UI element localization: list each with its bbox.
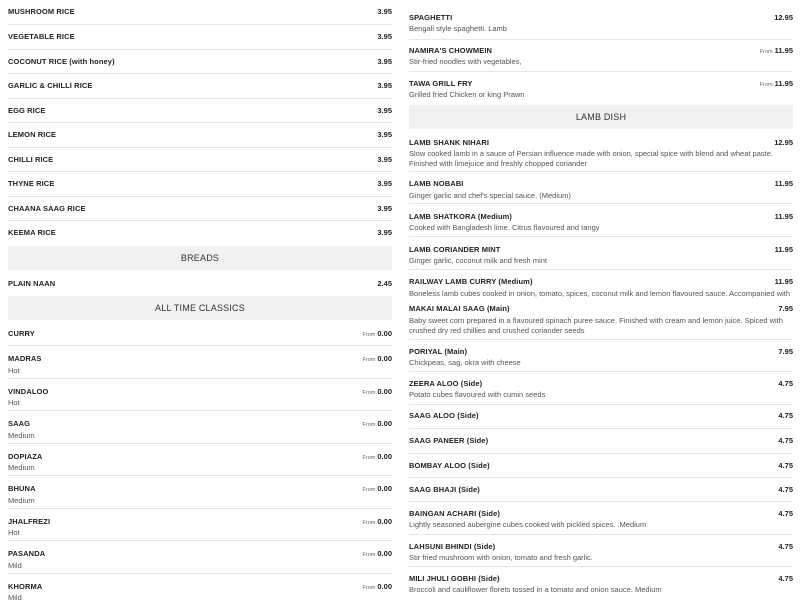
- item-name: PLAIN NAAN: [8, 279, 56, 288]
- menu-item[interactable]: [8, 443, 392, 475]
- menu-item[interactable]: [8, 345, 392, 378]
- menu-item[interactable]: [409, 339, 793, 371]
- section-header-lamb: [409, 105, 793, 129]
- item-name: KEEMA RICE: [8, 228, 56, 237]
- item-name: BHUNA: [8, 484, 36, 493]
- item-price: 7.95: [778, 304, 793, 313]
- menu-item[interactable]: [409, 371, 793, 404]
- menu-item[interactable]: [8, 0, 392, 24]
- item-description: Hot: [8, 366, 20, 375]
- menu-item[interactable]: [409, 566, 793, 600]
- item-description: Medium: [8, 463, 35, 472]
- item-description: Lightly seasoned aubergine cubes cooked with pickled spices. .Medium: [409, 520, 647, 529]
- item-price: From 11.95: [759, 79, 793, 88]
- item-price: 11.95: [774, 179, 793, 188]
- item-description: Slow cooked lamb in a sauce of Persian influence made with onion, special spice with blend and wheat paste. Finished with limejuice and freshly chopped coriander: [409, 149, 773, 168]
- item-price: 2.45: [377, 279, 392, 288]
- item-price: 3.95: [377, 57, 392, 66]
- item-price: 4.75: [778, 436, 793, 445]
- item-name: DOPIAZA: [8, 452, 43, 461]
- item-description: Stir fried mushroom with onion, tomato and fresh garlic.: [409, 553, 593, 562]
- item-price: 11.95: [774, 277, 793, 286]
- item-price: From 0.00: [362, 484, 392, 493]
- item-name: SPAGHETTI: [409, 13, 453, 22]
- menu-item[interactable]: [8, 573, 392, 600]
- item-name: ZEERA ALOO (Side): [409, 379, 483, 388]
- item-price: 3.95: [377, 81, 392, 90]
- section-title: LAMB DISH: [575, 112, 627, 122]
- item-price: 3.95: [377, 32, 392, 41]
- item-description: Cooked with Bangladesh lime. Citrus flavoured and tangy: [409, 223, 600, 232]
- menu-item[interactable]: [8, 49, 392, 73]
- menu-item[interactable]: [409, 501, 793, 534]
- item-name: EGG RICE: [8, 106, 46, 115]
- item-price: 3.95: [377, 106, 392, 115]
- item-name: VEGETABLE RICE: [8, 32, 75, 41]
- section-title: ALL TIME CLASSICS: [155, 303, 245, 313]
- item-price: 4.75: [778, 461, 793, 470]
- from-label: From: [759, 82, 773, 88]
- item-price: From 0.00: [362, 517, 392, 526]
- menu-item[interactable]: [8, 508, 392, 540]
- item-name: PORIYAL (Main): [409, 347, 468, 356]
- item-price: From 0.00: [362, 329, 392, 338]
- item-price: From 0.00: [362, 419, 392, 428]
- item-name: JHALFREZI: [8, 517, 51, 526]
- menu-item[interactable]: [8, 171, 392, 196]
- menu-item[interactable]: [8, 24, 392, 49]
- item-name: SAAG: [8, 419, 31, 428]
- item-price: 3.95: [377, 228, 392, 237]
- menu-item[interactable]: [409, 298, 793, 339]
- menu-item[interactable]: [8, 270, 392, 296]
- item-price: 3.95: [377, 7, 392, 16]
- item-price: 3.95: [377, 204, 392, 213]
- item-price: 12.95: [774, 138, 793, 147]
- menu-item[interactable]: [409, 534, 793, 566]
- item-name: LAHSUNI BHINDI (Side): [409, 542, 496, 551]
- item-price: 4.75: [778, 509, 793, 518]
- menu-item[interactable]: [8, 475, 392, 508]
- menu-item[interactable]: [8, 378, 392, 410]
- menu-item[interactable]: [409, 477, 793, 501]
- item-name: LAMB SHATKORA (Medium): [409, 212, 513, 221]
- item-price: From 0.00: [362, 387, 392, 396]
- item-price: From 0.00: [362, 549, 392, 558]
- item-name: CURRY: [8, 329, 35, 338]
- menu-item[interactable]: [409, 453, 793, 477]
- menu-item[interactable]: [409, 171, 793, 203]
- item-name: PASANDA: [8, 549, 46, 558]
- item-price: 11.95: [774, 245, 793, 254]
- item-name: THYNE RICE: [8, 179, 55, 188]
- item-name: SAAG BHAJI (Side): [409, 485, 480, 494]
- from-label: From: [362, 357, 376, 363]
- item-price: 12.95: [774, 13, 793, 22]
- menu-item[interactable]: [409, 71, 793, 104]
- item-description: Hot: [8, 528, 20, 537]
- item-price: 11.95: [774, 212, 793, 221]
- item-price: 4.75: [778, 574, 793, 583]
- item-description: Ginger garlic, coconut milk and fresh mint: [409, 256, 547, 265]
- from-label: From: [362, 455, 376, 461]
- menu-item[interactable]: [8, 98, 392, 122]
- item-name: RAILWAY LAMB CURRY (Medium): [409, 277, 533, 286]
- menu-item[interactable]: [409, 404, 793, 428]
- section-header-classics: [8, 296, 392, 320]
- from-label: From: [759, 49, 773, 55]
- item-description: Mild: [8, 593, 22, 600]
- item-price: From 11.95: [759, 46, 793, 55]
- menu-item[interactable]: [8, 540, 392, 573]
- item-name: MADRAS: [8, 354, 42, 363]
- menu-item[interactable]: [8, 147, 392, 171]
- menu-item[interactable]: [409, 129, 793, 171]
- item-description: Stir-fried noodles with vegetables,: [409, 57, 522, 66]
- menu-item[interactable]: [8, 196, 392, 220]
- menu-item[interactable]: [409, 39, 793, 71]
- item-name: BOMBAY ALOO (Side): [409, 461, 490, 470]
- menu-item[interactable]: [409, 6, 793, 39]
- item-price: From 0.00: [362, 582, 392, 591]
- item-name: MAKAI MALAI SAAG (Main): [409, 304, 510, 313]
- item-description: Boneless lamb cubes cooked in onion, tomato, spices, coconut milk and lemon flavoured sauce. Accompanied with: [409, 289, 791, 298]
- item-description: Chickpeas, sag, okra with cheese: [409, 358, 521, 367]
- menu-item[interactable]: [8, 220, 392, 244]
- item-name: GARLIC & CHILLI RICE: [8, 81, 93, 90]
- item-name: SAAG ALOO (Side): [409, 411, 479, 420]
- item-price: 3.95: [377, 179, 392, 188]
- item-name: TAWA GRILL FRY: [409, 79, 473, 88]
- item-price: 3.95: [377, 155, 392, 164]
- item-name: LAMB CORIANDER MINT: [409, 245, 501, 254]
- from-label: From: [362, 585, 376, 591]
- item-description: Hot: [8, 398, 20, 407]
- item-price: 4.75: [778, 411, 793, 420]
- menu-item[interactable]: [409, 203, 793, 236]
- item-description: Grilled fried Chicken or king Prawn: [409, 90, 525, 99]
- item-name: LAMB SHANK NIHARI: [409, 138, 490, 147]
- from-label: From: [362, 552, 376, 558]
- menu-item[interactable]: [409, 269, 793, 298]
- menu-item[interactable]: [409, 428, 793, 453]
- item-name: SAAG PANEER (Side): [409, 436, 489, 445]
- item-price: 4.75: [778, 485, 793, 494]
- menu-item[interactable]: [8, 410, 392, 443]
- item-description: Baby sweet corn prepared in a flavoured spinach puree sauce. Finished with cream and lemon juice. Spiced with crushed dry red chillies and crushed coriander seeds: [409, 316, 783, 335]
- item-name: COCONUT RICE (with honey): [8, 57, 115, 66]
- item-description: Medium: [8, 496, 35, 505]
- item-name: CHILLI RICE: [8, 155, 54, 164]
- from-label: From: [362, 390, 376, 396]
- item-name: LAMB NOBABI: [409, 179, 464, 188]
- item-name: BAINGAN ACHARI (Side): [409, 509, 500, 518]
- from-label: From: [362, 520, 376, 526]
- item-price: 3.95: [377, 130, 392, 139]
- from-label: From: [362, 487, 376, 493]
- item-name: LEMON RICE: [8, 130, 57, 139]
- item-price: From 0.00: [362, 452, 392, 461]
- item-description: Bengali style spaghetti. Lamb: [409, 24, 507, 33]
- item-name: VINDALOO: [8, 387, 49, 396]
- item-description: Potato cubes flavoured with cumin seeds: [409, 390, 546, 399]
- from-label: From: [362, 422, 376, 428]
- menu-item[interactable]: [8, 73, 392, 98]
- menu-item[interactable]: [8, 320, 392, 345]
- menu-item[interactable]: [409, 236, 793, 269]
- item-description: Medium: [8, 431, 35, 440]
- section-header-breads: [8, 246, 392, 270]
- from-label: From: [362, 332, 376, 338]
- item-price: 7.95: [778, 347, 793, 356]
- item-description: Mild: [8, 561, 22, 570]
- menu-item[interactable]: [8, 122, 392, 147]
- section-title: BREADS: [180, 253, 220, 263]
- item-price: 4.75: [778, 379, 793, 388]
- item-name: MUSHROOM RICE: [8, 7, 75, 16]
- item-price: From 0.00: [362, 354, 392, 363]
- item-name: CHAANA SAAG RICE: [8, 204, 86, 213]
- item-description: Broccoli and cauliflower florets tossed in a tomato and onion sauce. Medium: [409, 585, 662, 594]
- item-description: Ginger garlic and chef's special sauce. (Medium): [409, 191, 571, 200]
- item-name: MILI JHULI GOBHI (Side): [409, 574, 500, 583]
- item-name: NAMIRA'S CHOWMEIN: [409, 46, 493, 55]
- item-price: 4.75: [778, 542, 793, 551]
- item-name: KHORMA: [8, 582, 43, 591]
